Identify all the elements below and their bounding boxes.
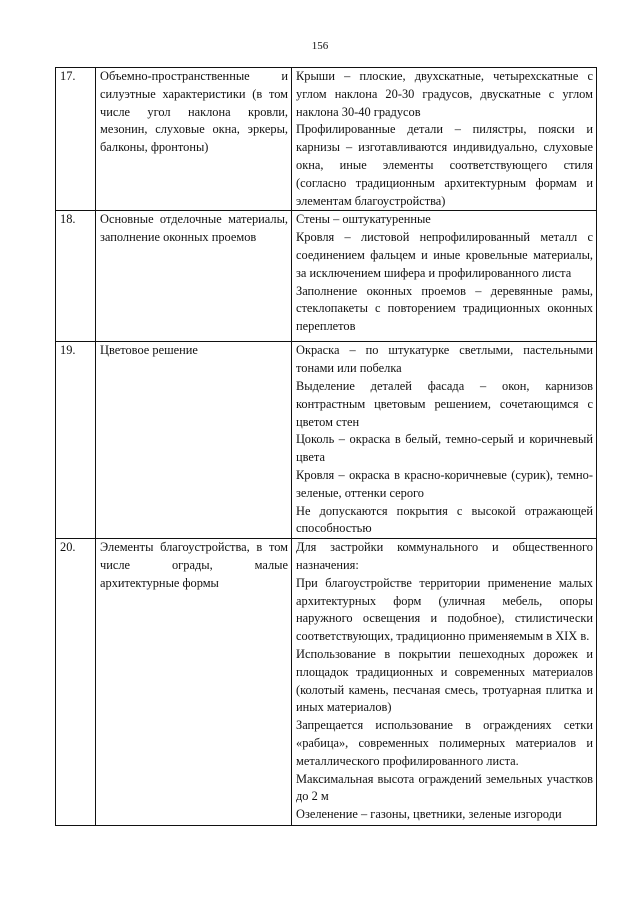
description-paragraph: Стены – оштукатуренные bbox=[296, 212, 431, 227]
description-paragraph: Профилированные детали – пилястры, пояски и карнизы – изготавливаются индивидуально, слуховые окна, иные элементы соответствующего стиля (согласно традиционным архитектурным формам и элементам благоустройства) bbox=[296, 122, 593, 208]
description-paragraph: Максимальная высота ограждений земельных участков до 2 м bbox=[296, 771, 593, 804]
description-paragraph: Использование в покрытии пешеходных дорожек и площадок традиционных и современных материалов (колотый камень, песчаная смесь, тротуарная плитка и иных материалов) bbox=[296, 646, 593, 715]
description-paragraph: Кровля – листовой непрофилированный металл с соединением фальцем и иные кровельные материалы, за исключением шифера и профилированного листа bbox=[296, 230, 593, 280]
characteristic-name-text: Основные отделочные материалы, заполнение оконных проемов bbox=[100, 212, 288, 245]
characteristic-description bbox=[292, 342, 597, 539]
characteristic-name-text: Цветовое решение bbox=[100, 343, 198, 358]
characteristic-name bbox=[96, 211, 292, 342]
row-number: 19. bbox=[56, 342, 96, 539]
description-paragraph: Кровля – окраска в красно-коричневые (сурик), темно-зеленые, оттенки серого bbox=[296, 467, 593, 500]
characteristic-description bbox=[292, 211, 597, 342]
description-paragraph: Для застройки коммунального и общественного назначения: bbox=[296, 540, 593, 572]
characteristic-name bbox=[96, 539, 292, 826]
page-number: 156 bbox=[311, 40, 329, 52]
description-paragraph: Заполнение оконных проемов – деревянные рамы, стеклопакеты с повторением традиционных оконных переплетов bbox=[296, 283, 593, 334]
table-row bbox=[56, 342, 597, 539]
table-row bbox=[56, 68, 597, 211]
description-paragraph: Не допускаются покрытия с высокой отражающей способностью bbox=[296, 503, 593, 536]
row-number: 18. bbox=[56, 211, 96, 342]
description-paragraph: Выделение деталей фасада – окон, карнизов контрастным цветовым решением, сочетающимся с цветом стен bbox=[296, 378, 593, 429]
description-paragraph: Цоколь – окраска в белый, темно-серый и коричневый цвета bbox=[296, 432, 593, 465]
characteristic-name-text: Объемно-пространственные и силуэтные характеристики (в том числе угол наклона кровли, мезонин, слуховые окна, эркеры, балконы, фронтоны) bbox=[100, 69, 288, 155]
table-row bbox=[56, 539, 597, 826]
row-number: 17. bbox=[56, 68, 96, 211]
table-row bbox=[56, 211, 597, 342]
regulations-table bbox=[55, 67, 597, 826]
description-paragraph: Крыши – плоские, двухскатные, четырехскатные с углом наклона 20-30 градусов, двускатные с углом наклона 30-40 градусов bbox=[296, 69, 593, 119]
characteristic-description bbox=[292, 539, 597, 826]
description-paragraph: Озеленение – газоны, цветники, зеленые изгороди bbox=[296, 807, 562, 822]
description-paragraph: При благоустройстве территории применение малых архитектурных форм (уличная мебель, опоры наружного освещения и подобное), стилистически соответствующих, традиционно применяемым в XIX в. bbox=[296, 575, 593, 644]
characteristic-description bbox=[292, 68, 597, 211]
characteristic-name bbox=[96, 68, 292, 211]
characteristic-name-text: Элементы благоустройства, в том числе ограды, малые архитектурные формы bbox=[100, 540, 288, 590]
description-paragraph: Окраска – по штукатурке светлыми, пастельными тонами или побелка bbox=[296, 343, 593, 376]
description-paragraph: Запрещается использование в ограждениях сетки «рабица», современных полимерных материалов и металлического профилированного листа. bbox=[296, 718, 593, 768]
row-number: 20. bbox=[56, 539, 96, 826]
characteristic-name bbox=[96, 342, 292, 539]
